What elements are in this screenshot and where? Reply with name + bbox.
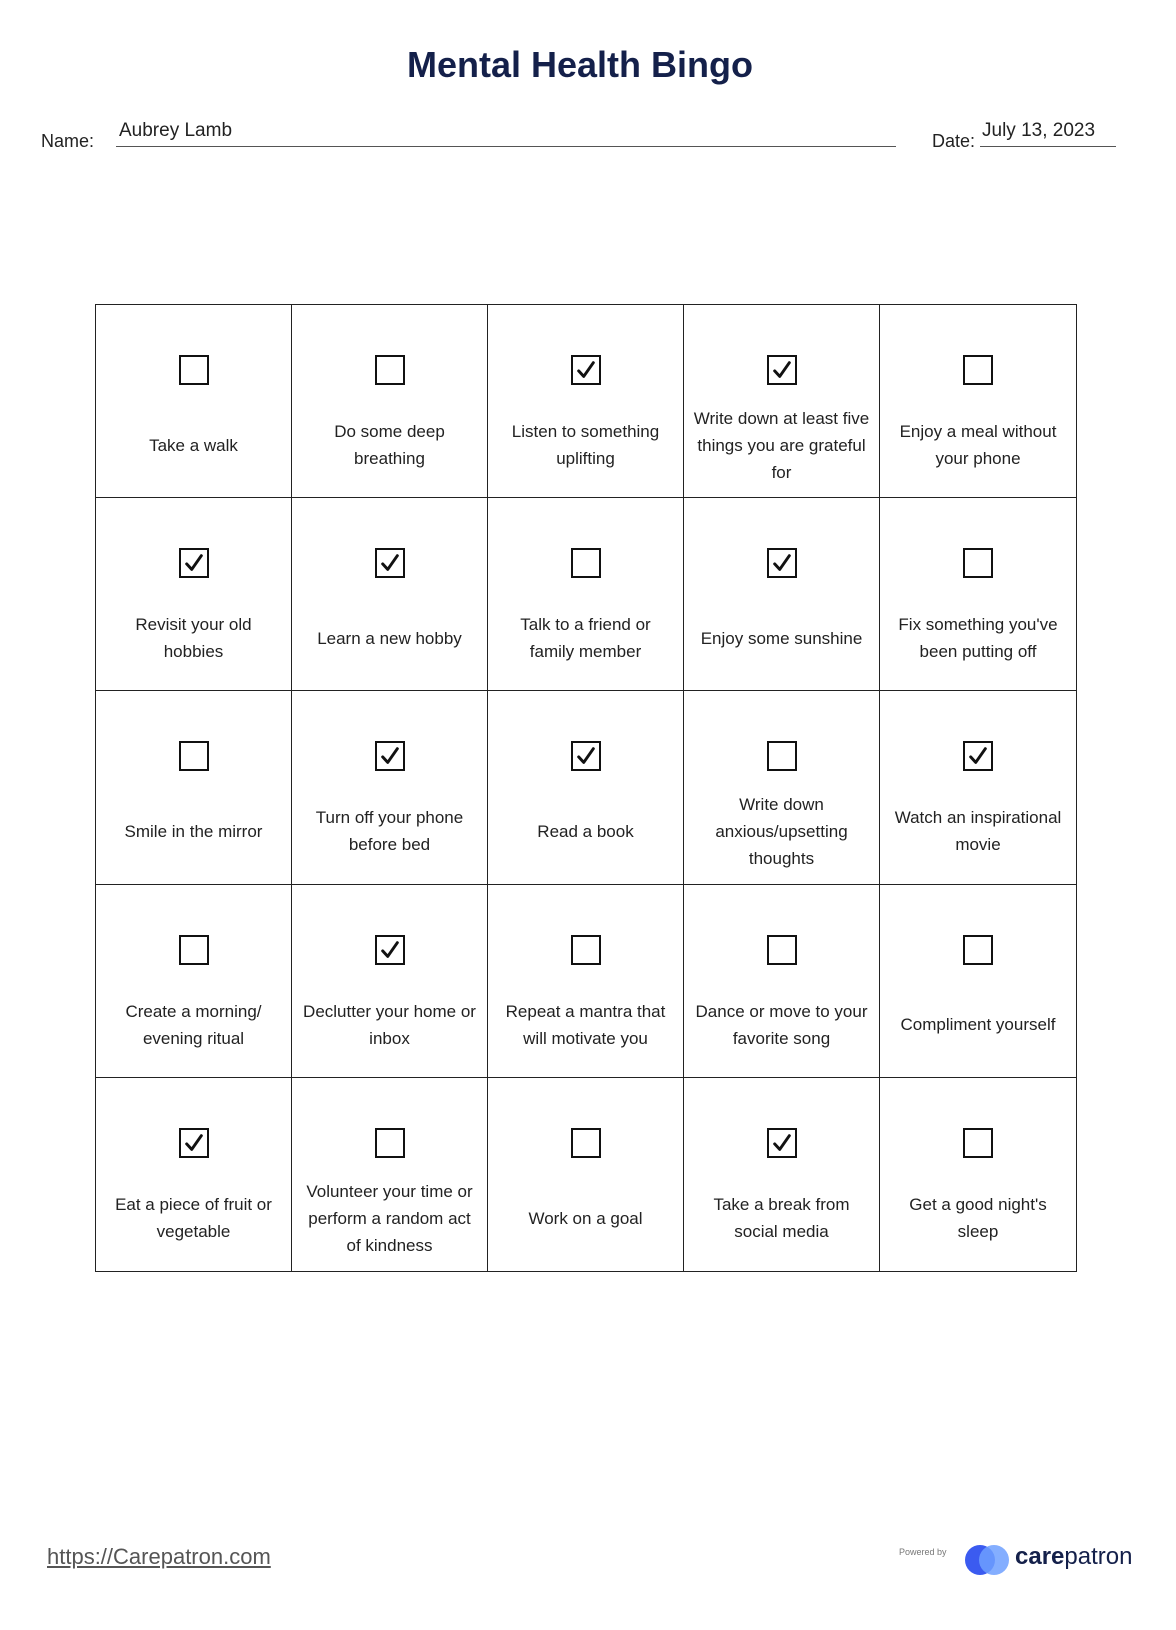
checkbox-unchecked[interactable] bbox=[963, 935, 993, 965]
date-value: July 13, 2023 bbox=[982, 120, 1096, 141]
bingo-cell-text: Write down at least five things you are grateful for bbox=[693, 408, 870, 482]
bingo-cell-text: Eat a piece of fruit or vegetable bbox=[115, 1195, 272, 1242]
date-label: Date: bbox=[932, 131, 976, 151]
bingo-cell-text: Learn a new hobby bbox=[317, 628, 462, 648]
bingo-cell bbox=[96, 498, 292, 691]
bingo-cell bbox=[488, 305, 684, 498]
bingo-cell bbox=[96, 305, 292, 498]
checkbox-unchecked[interactable] bbox=[963, 355, 993, 385]
checkbox-unchecked[interactable] bbox=[963, 1128, 993, 1158]
bingo-cell-text: Take a break from social media bbox=[713, 1195, 850, 1242]
bingo-cell bbox=[488, 691, 684, 884]
bingo-cell-text: Take a walk bbox=[149, 435, 238, 455]
bingo-cell-text: Watch an inspirational movie bbox=[894, 808, 1062, 855]
checkbox-checked[interactable] bbox=[571, 355, 601, 385]
bingo-cell-text: Get a good night's sleep bbox=[909, 1195, 1047, 1242]
checkmark-icon bbox=[379, 552, 401, 574]
checkmark-icon bbox=[967, 745, 989, 767]
carepatron-logo-text: carepatron bbox=[1015, 1543, 1133, 1570]
name-label: Name: bbox=[41, 131, 95, 151]
checkbox-unchecked[interactable] bbox=[571, 548, 601, 578]
checkmark-icon bbox=[379, 745, 401, 767]
bingo-cell bbox=[684, 305, 880, 498]
checkbox-checked[interactable] bbox=[375, 741, 405, 771]
checkmark-icon bbox=[183, 1132, 205, 1154]
bingo-cell bbox=[292, 498, 488, 691]
checkbox-checked[interactable] bbox=[375, 935, 405, 965]
bingo-cell bbox=[880, 885, 1076, 1078]
bingo-cell-text: Fix something you've been putting off bbox=[898, 615, 1058, 662]
bingo-grid bbox=[95, 304, 1077, 1272]
checkbox-unchecked[interactable] bbox=[179, 935, 209, 965]
checkbox-checked[interactable] bbox=[571, 741, 601, 771]
bingo-cell bbox=[880, 498, 1076, 691]
bingo-cell-text: Repeat a mantra that will motivate you bbox=[505, 1001, 666, 1048]
checkmark-icon bbox=[379, 939, 401, 961]
bingo-cell bbox=[292, 885, 488, 1078]
bingo-cell-text: Listen to something uplifting bbox=[511, 422, 660, 469]
checkmark-icon bbox=[575, 745, 597, 767]
bingo-cell-text: Talk to a friend or family member bbox=[520, 615, 651, 662]
bingo-cell bbox=[292, 305, 488, 498]
bingo-cell-text: Turn off your phone before bed bbox=[315, 808, 464, 855]
checkbox-unchecked[interactable] bbox=[767, 741, 797, 771]
checkmark-icon bbox=[575, 359, 597, 381]
bingo-cell-text: Enjoy some sunshine bbox=[700, 628, 863, 648]
bingo-cell bbox=[880, 691, 1076, 884]
bingo-cell-text: Write down anxious/upsetting thoughts bbox=[715, 794, 848, 868]
bingo-cell bbox=[880, 1078, 1076, 1271]
checkmark-icon bbox=[771, 1132, 793, 1154]
bingo-cell bbox=[488, 498, 684, 691]
carepatron-logo-icon bbox=[963, 1543, 1011, 1577]
bingo-cell-text: Smile in the mirror bbox=[124, 821, 263, 841]
bingo-cell-text: Dance or move to your favorite song bbox=[695, 1001, 868, 1048]
checkbox-unchecked[interactable] bbox=[571, 935, 601, 965]
bingo-cell-text: Do some deep breathing bbox=[334, 422, 445, 469]
checkbox-unchecked[interactable] bbox=[963, 548, 993, 578]
bingo-cell-text: Enjoy a meal without your phone bbox=[899, 422, 1057, 469]
bingo-cell-text: Volunteer your time or perform a random act of kindness bbox=[306, 1181, 473, 1255]
bingo-cell-text: Revisit your old hobbies bbox=[135, 615, 252, 662]
bingo-cell-text: Declutter your home or inbox bbox=[303, 1001, 476, 1048]
page-title: Mental Health Bingo bbox=[406, 44, 753, 85]
checkbox-checked[interactable] bbox=[767, 1128, 797, 1158]
checkbox-checked[interactable] bbox=[767, 355, 797, 385]
bingo-cell-text: Read a book bbox=[537, 821, 634, 841]
bingo-cell bbox=[96, 691, 292, 884]
checkbox-unchecked[interactable] bbox=[375, 355, 405, 385]
checkbox-unchecked[interactable] bbox=[767, 935, 797, 965]
checkbox-checked[interactable] bbox=[963, 741, 993, 771]
checkbox-checked[interactable] bbox=[179, 1128, 209, 1158]
bingo-cell bbox=[488, 885, 684, 1078]
bingo-cell bbox=[880, 305, 1076, 498]
checkmark-icon bbox=[771, 552, 793, 574]
bingo-cell bbox=[96, 885, 292, 1078]
bingo-cell bbox=[684, 498, 880, 691]
bingo-cell bbox=[684, 691, 880, 884]
bingo-cell bbox=[684, 1078, 880, 1271]
checkmark-icon bbox=[771, 359, 793, 381]
bingo-cell bbox=[292, 691, 488, 884]
carepatron-link[interactable]: https://Carepatron.com bbox=[47, 1544, 271, 1569]
checkbox-checked[interactable] bbox=[767, 548, 797, 578]
checkbox-unchecked[interactable] bbox=[571, 1128, 601, 1158]
bingo-cell bbox=[96, 1078, 292, 1271]
powered-by-label: Powered by bbox=[899, 1547, 947, 1557]
bingo-cell-text: Work on a goal bbox=[528, 1208, 643, 1228]
checkbox-unchecked[interactable] bbox=[179, 741, 209, 771]
name-value: Aubrey Lamb bbox=[119, 120, 233, 141]
checkbox-checked[interactable] bbox=[375, 548, 405, 578]
checkbox-checked[interactable] bbox=[179, 548, 209, 578]
bingo-cell bbox=[292, 1078, 488, 1271]
name-field[interactable] bbox=[116, 118, 896, 147]
bingo-cell bbox=[488, 1078, 684, 1271]
bingo-cell-text: Create a morning/ evening ritual bbox=[125, 1001, 262, 1048]
bingo-cell-text: Compliment yourself bbox=[900, 1015, 1056, 1035]
checkmark-icon bbox=[183, 552, 205, 574]
bingo-cell bbox=[684, 885, 880, 1078]
checkbox-unchecked[interactable] bbox=[179, 355, 209, 385]
checkbox-unchecked[interactable] bbox=[375, 1128, 405, 1158]
